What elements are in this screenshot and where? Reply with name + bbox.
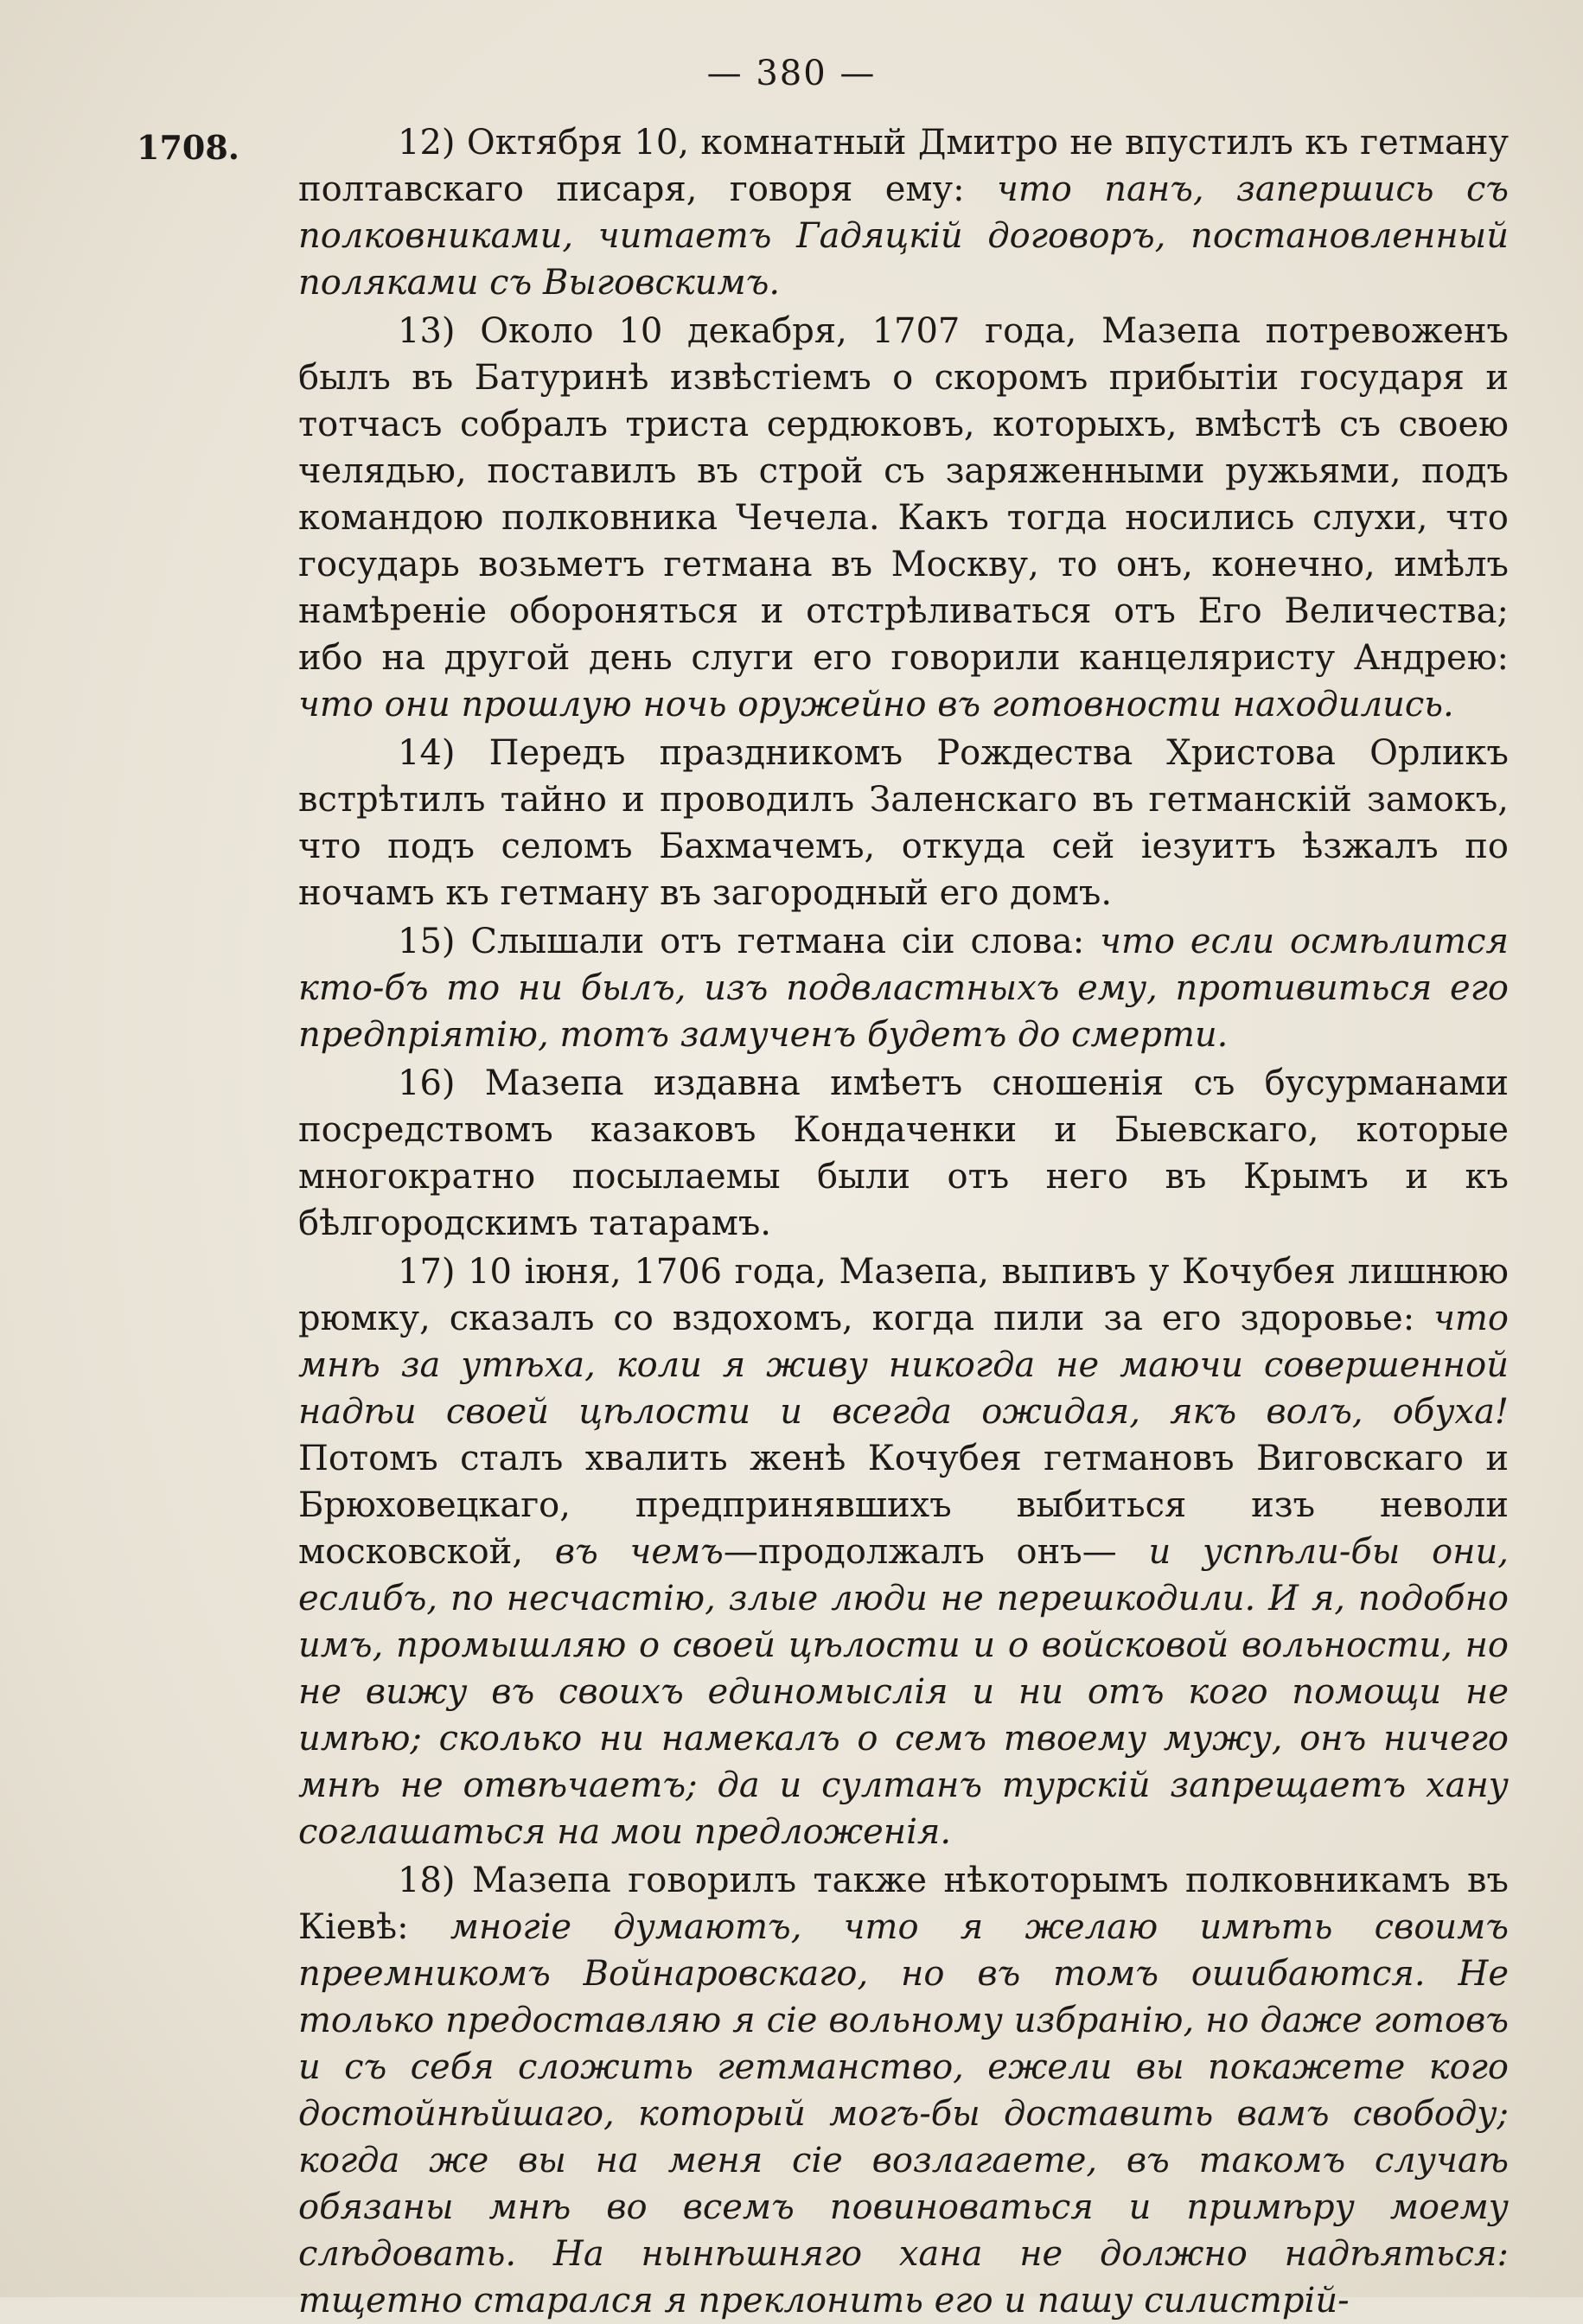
paragraph-text-continued: Потомъ сталъ хвалить женѣ Кочубея гетмановъ Виговскаго и Брюховецкаго, предпринявшихъ выбиться изъ неволи московской, <box>298 1439 1509 1572</box>
paragraph-quote: что они прошлую ночь оружейно въ готовности находились. <box>298 685 1454 725</box>
paragraph-number: 16) <box>398 1063 456 1103</box>
paragraph-number: 15) <box>398 922 456 961</box>
paragraph-text: Передъ праздникомъ Рождества Христова Орликъ встрѣтилъ тайно и проводилъ Заленскаго въ гетманскій замокъ, что подъ селомъ Бахмачемъ, откуда сей іезуитъ ѣзжалъ по ночамъ къ гетману въ загородный его домъ. <box>298 733 1509 913</box>
paragraph-quote: что если осмѣлится кто-бъ то ни былъ, изъ подвластныхъ ему, противиться его предпріятію, тотъ замученъ будетъ до смерти. <box>298 922 1509 1055</box>
paragraph-number: 12) <box>398 123 456 163</box>
paragraph-quote: что панъ, запершись съ полковниками, читаетъ Гадяцкій договоръ, постановленный поляками съ Выговскимъ. <box>298 169 1510 303</box>
paragraph-number: 14) <box>398 733 456 773</box>
paragraph-number: 18) <box>398 1861 456 1900</box>
paragraph-text-aside: —продолжалъ онъ— <box>723 1532 1149 1572</box>
paragraph-quote: многіе думаютъ, что я желаю имѣть своимъ преемникомъ Войнаровскаго, но въ томъ ошибаются. Не только предоставляю я сіе вольному избранію, но даже готовъ и съ себя сложить гетманство, ежели вы покажете кого достойнѣйшаго, который могъ-бы доставить вамъ свободу; когда же вы на меня сіе возлагаете, въ такомъ случаѣ обязаны мнѣ во всемъ повиноваться и примѣру моему слѣдовать. На нынѣшняго хана не должно надѣяться: тщетно старался я преклонить его и пашу силистрій- <box>298 1907 1509 2321</box>
body-text <box>298 119 1509 2324</box>
paragraph-text: Слышали отъ гетмана сіи слова: <box>455 922 1101 961</box>
paragraph-16 <box>298 1060 1509 1247</box>
paragraph-text: 10 іюня, 1706 года, Мазепа, выпивъ у Кочубея лишнюю рюмку, сказалъ со вздохомъ, когда пили за его здоровье: <box>298 1252 1509 1338</box>
paragraph-12 <box>298 119 1509 306</box>
paragraph-number: 13) <box>398 311 456 351</box>
paragraph-text: Около 10 декабря, 1707 года, Мазепа потревоженъ былъ въ Батуринѣ извѣстіемъ о скоромъ прибытіи государя и тотчасъ собралъ триста сердюковъ, которыхъ, вмѣстѣ съ своею челядью, поставилъ въ строй съ заряженными ружьями, подъ командою полковника Чечела. Какъ тогда носились слухи, что государь возьметъ гетмана въ Москву, то онъ, конечно, имѣлъ намѣреніе обороняться и отстрѣливаться отъ Его Величества; ибо на другой день слуги его говорили канцеляристу Андрею: <box>298 311 1509 678</box>
paragraph-quote: что мнѣ за утѣха, коли я живу никогда не маючи совершенной надѣи своей цѣлости и всегда ожидая, якъ волъ, обуха! <box>298 1299 1509 1432</box>
paragraph-number: 17) <box>398 1252 456 1292</box>
paragraph-text: Мазепа говорилъ также нѣкоторымъ полковникамъ въ Кіевѣ: <box>298 1861 1509 1947</box>
paragraph-14 <box>298 730 1509 916</box>
paragraph-text: Мазепа издавна имѣетъ сношенія съ бусурманами посредствомъ казаковъ Кондаченки и Быевскаго, которые многократно посылаемы были отъ него въ Крымъ и къ бѣлгородскимъ татарамъ. <box>298 1063 1509 1243</box>
paragraph-text: Октября 10, комнатный Дмитро не впустилъ къ гетману полтавскаго писаря, говоря ему: <box>298 123 1509 209</box>
paragraph-15 <box>298 918 1509 1058</box>
paragraph-quote-2: въ чемъ <box>554 1532 724 1572</box>
paragraph-13 <box>298 308 1509 728</box>
paragraph-quote-3: и успѣли-бы они, еслибъ, по несчастію, злые люди не перешкодили. И я, подобно имъ, промышляю о своей цѣлости и о войсковой вольности, но не вижу въ своихъ единомыслія и ни отъ кого помощи не имѣю; сколько ни намекалъ о семъ твоему мужу, онъ ничего мнѣ не отвѣчаетъ; да и султанъ турскій запрещаетъ хану соглашаться на мои предложенія. <box>298 1532 1510 1852</box>
paragraph-17 <box>298 1248 1509 1855</box>
paragraph-18 <box>298 1857 1509 2324</box>
page-number: — 380 — <box>706 54 877 93</box>
margin-year-note: 1708. <box>137 128 239 167</box>
